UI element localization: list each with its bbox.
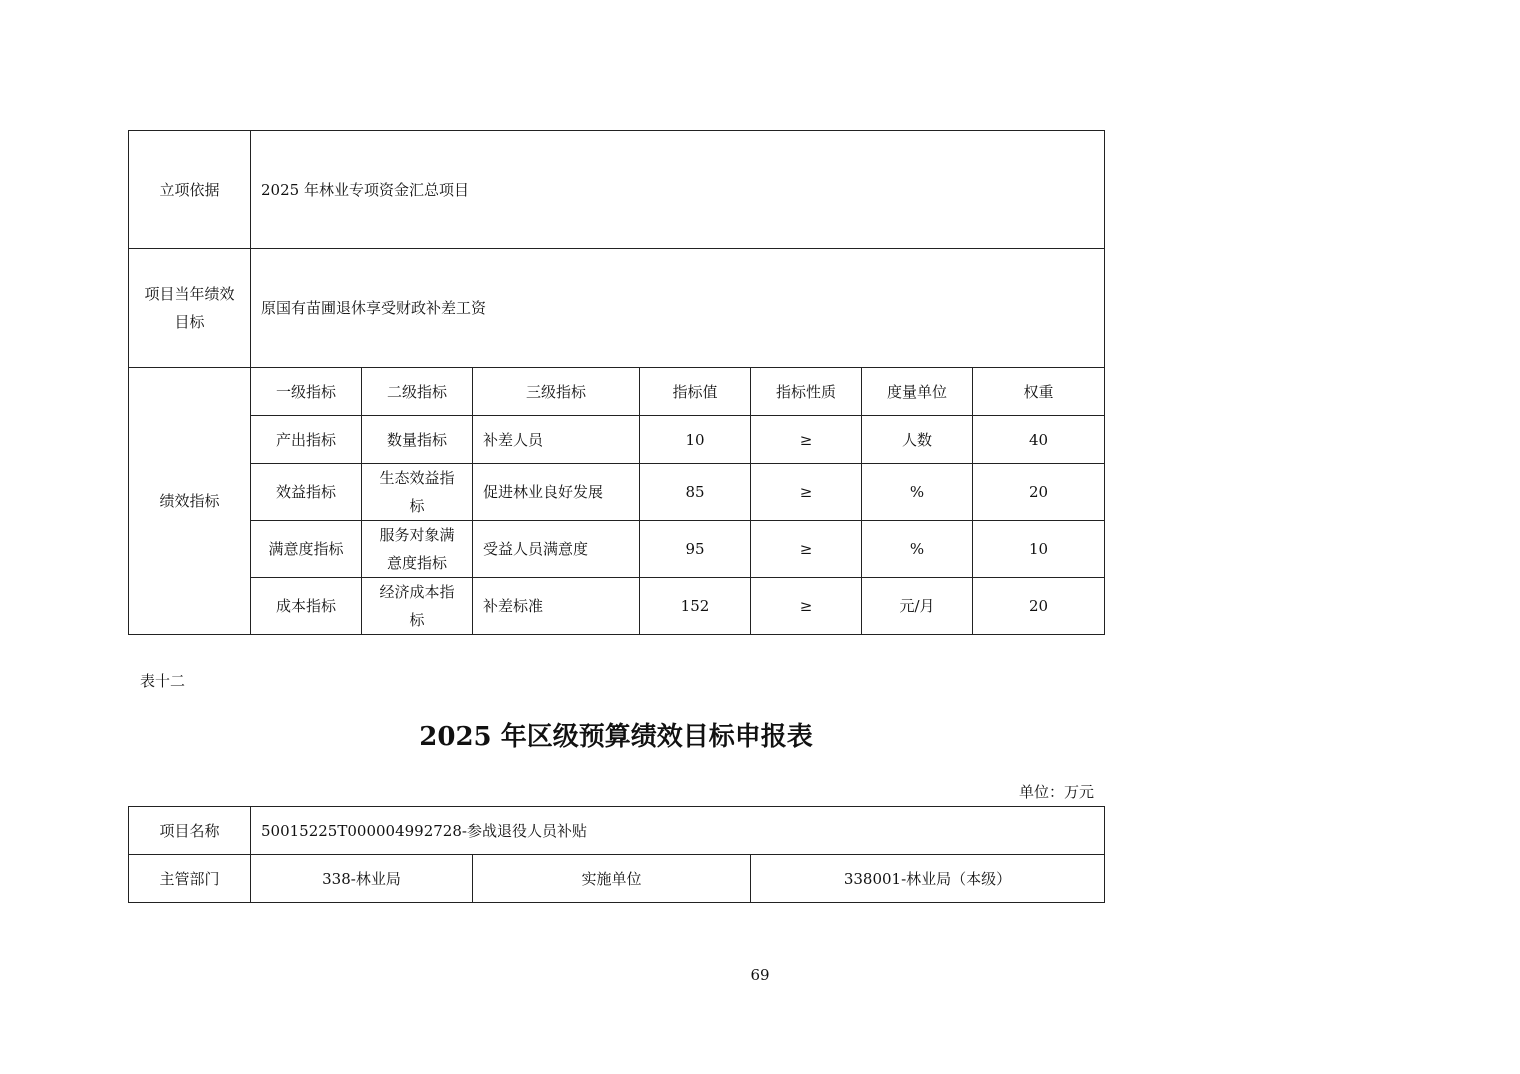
basis-value: 2025 年林业专项资金汇总项目	[251, 131, 1105, 249]
cell-nature: ≥	[751, 578, 862, 635]
cell-level2: 服务对象满意度指标	[362, 521, 473, 578]
goal-label: 项目当年绩效目标	[129, 249, 251, 368]
header-unit: 度量单位	[862, 368, 973, 416]
cell-level3: 促进林业良好发展	[473, 464, 640, 521]
table-row	[129, 416, 1105, 464]
cell-value: 10	[640, 416, 751, 464]
performance-table	[128, 130, 1105, 635]
table-row	[129, 578, 1105, 635]
cell-unit: 人数	[862, 416, 973, 464]
cell-nature: ≥	[751, 416, 862, 464]
cell-level3: 补差标准	[473, 578, 640, 635]
cell-value: 85	[640, 464, 751, 521]
cell-level1: 满意度指标	[251, 521, 362, 578]
cell-weight: 40	[973, 416, 1105, 464]
cell-value: 152	[640, 578, 751, 635]
indicators-label: 绩效指标	[129, 368, 251, 635]
cell-weight: 20	[973, 578, 1105, 635]
project-name-label: 项目名称	[129, 807, 251, 855]
cell-level2: 经济成本指标	[362, 578, 473, 635]
basis-label: 立项依据	[129, 131, 251, 249]
cell-weight: 20	[973, 464, 1105, 521]
dept-label: 主管部门	[129, 855, 251, 903]
table-row	[129, 521, 1105, 578]
cell-nature: ≥	[751, 521, 862, 578]
goal-value: 原国有苗圃退休享受财政补差工资	[251, 249, 1105, 368]
impl-value: 338001-林业局（本级）	[751, 855, 1105, 903]
document-title: 2025 年区级预算绩效目标申报表	[419, 722, 813, 752]
project-name-value: 50015225T000004992728-参战退役人员补贴	[251, 807, 1105, 855]
header-nature: 指标性质	[751, 368, 862, 416]
cell-level1: 成本指标	[251, 578, 362, 635]
header-level3: 三级指标	[473, 368, 640, 416]
project-info-table	[128, 806, 1105, 903]
cell-nature: ≥	[751, 464, 862, 521]
cell-value: 95	[640, 521, 751, 578]
impl-label: 实施单位	[473, 855, 751, 903]
cell-level1: 产出指标	[251, 416, 362, 464]
header-value: 指标值	[640, 368, 751, 416]
header-weight: 权重	[973, 368, 1105, 416]
cell-level2: 数量指标	[362, 416, 473, 464]
cell-level3: 受益人员满意度	[473, 521, 640, 578]
cell-level2: 生态效益指标	[362, 464, 473, 521]
table-caption: 表十二	[140, 672, 186, 690]
cell-unit: %	[862, 464, 973, 521]
header-level1: 一级指标	[251, 368, 362, 416]
cell-unit: 元/月	[862, 578, 973, 635]
unit-note: 单位：万元	[1018, 783, 1094, 801]
cell-level1: 效益指标	[251, 464, 362, 521]
page-number: 69	[750, 966, 770, 984]
cell-level3: 补差人员	[473, 416, 640, 464]
cell-weight: 10	[973, 521, 1105, 578]
header-level2: 二级指标	[362, 368, 473, 416]
dept-value: 338-林业局	[251, 855, 473, 903]
table-row	[129, 464, 1105, 521]
cell-unit: %	[862, 521, 973, 578]
